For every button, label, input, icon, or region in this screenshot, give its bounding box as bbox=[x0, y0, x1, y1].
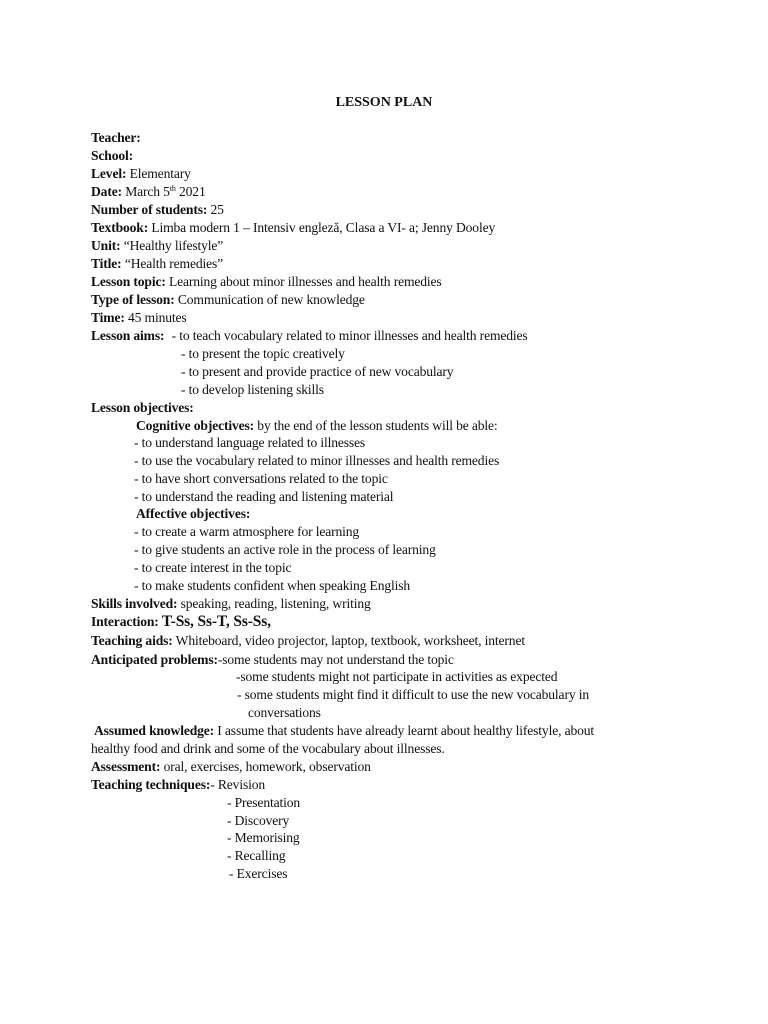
lesson-title-label: Title: bbox=[91, 256, 122, 271]
topic-value: Learning about minor illnesses and health remedies bbox=[168, 274, 442, 289]
time-line bbox=[91, 309, 187, 327]
knowledge-label: Assumed knowledge: bbox=[94, 723, 215, 738]
aims-line bbox=[91, 327, 528, 345]
cognitive-item: - to understand language related to illnesses bbox=[134, 435, 366, 450]
type-value: Communication of new knowledge bbox=[177, 292, 365, 307]
teacher-line bbox=[91, 129, 141, 147]
unit-label: Unit: bbox=[91, 238, 121, 253]
interaction-line bbox=[91, 613, 271, 631]
technique-item: - Presentation bbox=[227, 795, 301, 810]
knowledge-text: I assume that students have already learnt about healthy lifestyle, about bbox=[217, 723, 595, 738]
textbook-label: Textbook: bbox=[91, 220, 149, 235]
lesson-title-value: “Health remedies” bbox=[124, 256, 224, 271]
type-line bbox=[91, 291, 365, 309]
textbook-value: Limba modern 1 – Intensiv engleză, Clasa a VI- a; Jenny Dooley bbox=[151, 220, 496, 235]
aims-item: - to present the topic creatively bbox=[181, 346, 345, 361]
title-line bbox=[91, 255, 223, 273]
affective-item: - to create interest in the topic bbox=[134, 560, 292, 575]
type-label: Type of lesson: bbox=[91, 292, 175, 307]
cognitive-item: - to understand the reading and listening material bbox=[134, 489, 394, 504]
assessment-label: Assessment: bbox=[91, 759, 161, 774]
knowledge-text-continued: healthy food and drink and some of the vocabulary about illnesses. bbox=[91, 741, 445, 756]
knowledge-line bbox=[94, 722, 594, 740]
technique-item: - Recalling bbox=[227, 848, 286, 863]
level-line bbox=[91, 165, 191, 183]
students-value: 25 bbox=[210, 202, 224, 217]
aims-item: - to teach vocabulary related to minor illnesses and health remedies bbox=[171, 328, 528, 343]
level-value: Elementary bbox=[129, 166, 191, 181]
problems-item: - some students might find it difficult to use the new vocabulary in bbox=[237, 687, 589, 702]
cognitive-intro: by the end of the lesson students will be able: bbox=[257, 418, 498, 433]
students-label: Number of students: bbox=[91, 202, 208, 217]
topic-label: Lesson topic: bbox=[91, 274, 166, 289]
problems-line bbox=[91, 651, 454, 669]
level-label: Level: bbox=[91, 166, 127, 181]
time-value: 45 minutes bbox=[127, 310, 187, 325]
time-label: Time: bbox=[91, 310, 125, 325]
techniques-label: Teaching techniques: bbox=[91, 777, 211, 792]
aims-item: - to present and provide practice of new vocabulary bbox=[181, 364, 454, 379]
teacher-label: Teacher: bbox=[91, 130, 141, 145]
aids-line bbox=[91, 632, 525, 650]
cognitive-line bbox=[136, 417, 498, 435]
affective-item: - to create a warm atmosphere for learning bbox=[134, 524, 360, 539]
students-line bbox=[91, 201, 224, 219]
date-value: March 5th 2021 bbox=[125, 184, 206, 199]
document-title: LESSON PLAN bbox=[335, 95, 433, 110]
date-label: Date: bbox=[91, 184, 122, 199]
school-label: School: bbox=[91, 148, 134, 163]
aims-item: - to develop listening skills bbox=[181, 382, 324, 397]
assessment-line bbox=[91, 758, 371, 776]
topic-line bbox=[91, 273, 442, 291]
affective-item: - to make students confident when speaking English bbox=[134, 578, 411, 593]
aids-label: Teaching aids: bbox=[91, 633, 173, 648]
technique-item: - Discovery bbox=[227, 813, 290, 828]
skills-label: Skills involved: bbox=[91, 596, 178, 611]
date-line bbox=[91, 183, 206, 201]
interaction-value: T-Ss, Ss-T, Ss-Ss, bbox=[161, 613, 271, 630]
problems-item: -some students may not understand the topic bbox=[217, 652, 454, 667]
cognitive-label: Cognitive objectives: bbox=[136, 418, 255, 433]
affective-item: - to give students an active role in the process of learning bbox=[134, 542, 436, 557]
problems-item: conversations bbox=[248, 705, 321, 720]
technique-item: - Memorising bbox=[227, 830, 300, 845]
aims-label: Lesson aims: bbox=[91, 328, 165, 343]
techniques-line bbox=[91, 776, 265, 794]
aids-value: Whiteboard, video projector, laptop, textbook, worksheet, internet bbox=[175, 633, 525, 648]
unit-line bbox=[91, 237, 223, 255]
problems-item: -some students might not participate in activities as expected bbox=[236, 669, 558, 684]
interaction-label: Interaction: bbox=[91, 614, 159, 629]
technique-item: - Exercises bbox=[229, 866, 288, 881]
textbook-line bbox=[91, 219, 495, 237]
cognitive-item: - to use the vocabulary related to minor illnesses and health remedies bbox=[134, 453, 500, 468]
objectives-label: Lesson objectives: bbox=[91, 400, 194, 415]
skills-value: speaking, reading, listening, writing bbox=[180, 596, 371, 611]
cognitive-item: - to have short conversations related to the topic bbox=[134, 471, 388, 486]
unit-value: “Healthy lifestyle” bbox=[123, 238, 224, 253]
skills-line bbox=[91, 595, 371, 613]
affective-label: Affective objectives: bbox=[136, 506, 251, 521]
assessment-value: oral, exercises, homework, observation bbox=[163, 759, 371, 774]
technique-item: - Revision bbox=[210, 777, 266, 792]
school-line bbox=[91, 147, 133, 165]
problems-label: Anticipated problems: bbox=[91, 652, 218, 667]
